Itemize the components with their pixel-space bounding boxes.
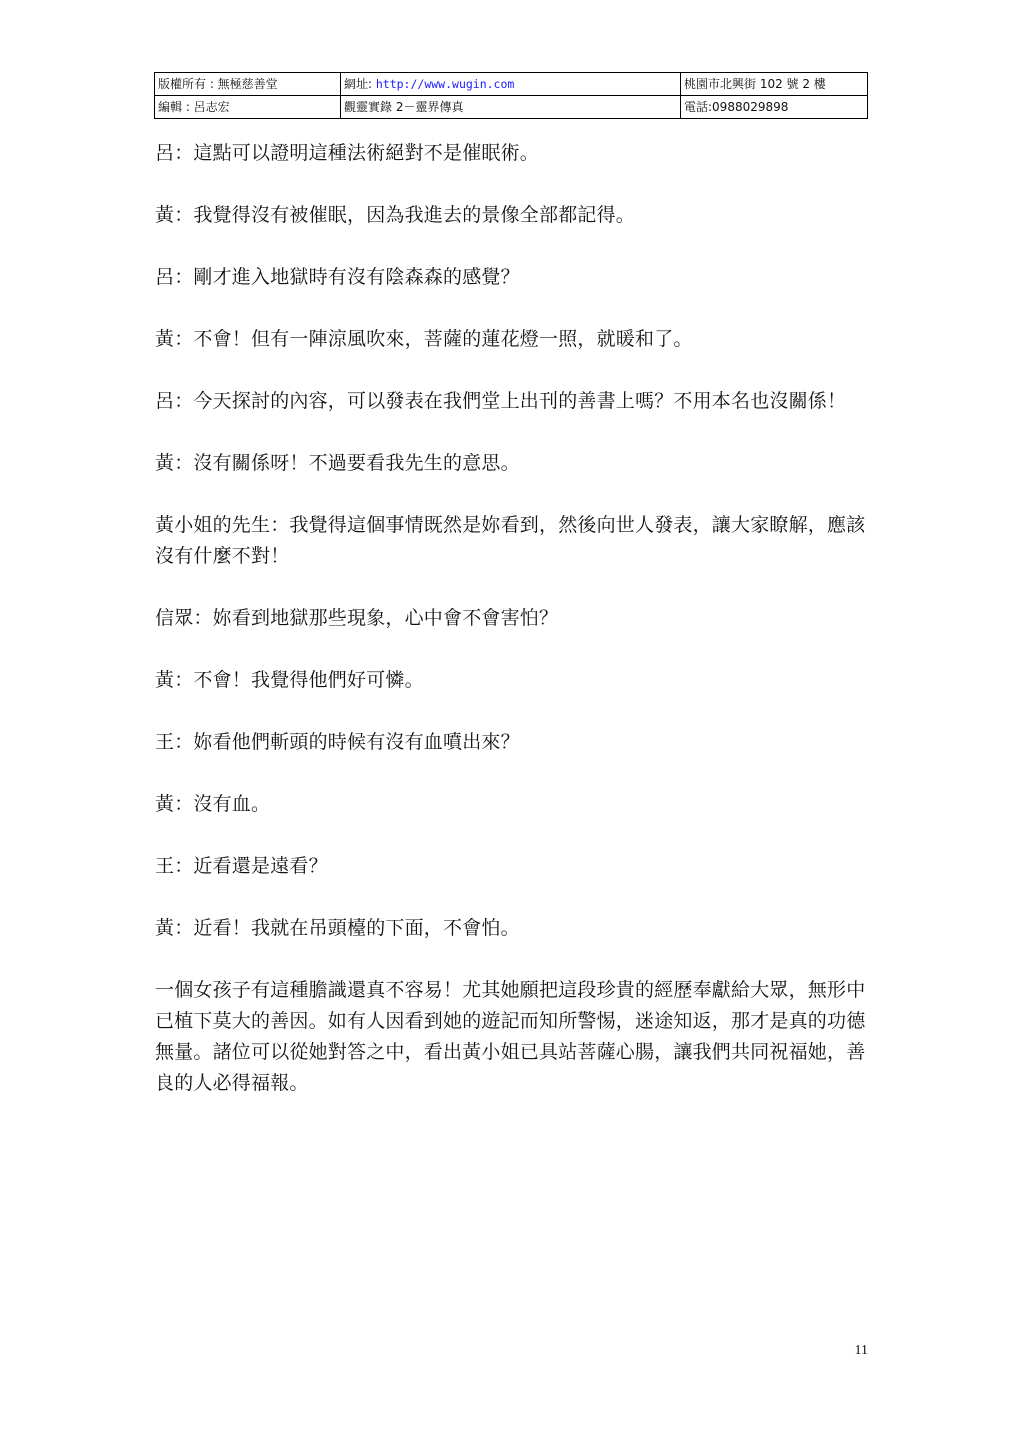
website-label: 網址: [344, 77, 376, 91]
header-table [154, 72, 868, 119]
copyright-cell: 版權所有 : 無極慈善堂 [155, 73, 341, 96]
header-row-1 [155, 73, 868, 96]
closing-paragraph: 一個女孩子有這種膽識還真不容易！尤其她願把這段珍貴的經歷奉獻給大眾，無形中已植下莫大的善因。如有人因看到她的遊記而知所警惕，迷途知返，那才是真的功德無量。諸位可以從她對答之中，看出黃小姐已具站菩薩心腸，讓我們共同祝福她，善良的人必得福報。 [155, 979, 866, 1094]
address-cell: 桃園市北興街 102 號 2 樓 [681, 73, 868, 96]
dialogue-line: 呂：剛才進入地獄時有沒有陰森森的感覺？ [155, 266, 520, 288]
dialogue-body [155, 138, 871, 1130]
dialogue-line: 黃：不會！但有一陣涼風吹來，菩薩的蓮花燈一照，就暖和了。 [155, 328, 693, 350]
book-title-cell: 觀靈實錄 2－靈界傳真 [341, 96, 681, 119]
page-number: 11 [854, 1343, 868, 1358]
dialogue-line: 黃：近看！我就在吊頭檯的下面，不會怕。 [155, 917, 520, 939]
editor-cell: 編輯 : 呂志宏 [155, 96, 341, 119]
dialogue-line: 黃：不會！我覺得他們好可憐。 [155, 669, 424, 691]
dialogue-line: 黃：沒有血。 [155, 793, 271, 815]
phone-cell: 電話:0988029898 [681, 96, 868, 119]
dialogue-line: 信眾：妳看到地獄那些現象，心中會不會害怕？ [155, 607, 559, 629]
website-cell [341, 73, 681, 96]
dialogue-line: 王：妳看他們斬頭的時候有沒有血噴出來？ [155, 731, 520, 753]
dialogue-line: 王：近看還是遠看？ [155, 855, 328, 877]
dialogue-line: 黃小姐的先生：我覺得這個事情既然是妳看到，然後向世人發表，讓大家瞭解，應該沒有什麼不對！ [155, 514, 866, 567]
dialogue-line: 呂：這點可以證明這種法術絕對不是催眠術。 [155, 142, 540, 164]
website-link[interactable]: http://www.wugin.com [375, 77, 515, 91]
dialogue-line: 呂：今天探討的內容，可以發表在我們堂上出刊的善書上嗎？不用本名也沒關係！ [155, 390, 847, 412]
header-row-2 [155, 96, 868, 119]
dialogue-line: 黃：我覺得沒有被催眠，因為我進去的景像全部都記得。 [155, 204, 636, 226]
dialogue-line: 黃：沒有關係呀！不過要看我先生的意思。 [155, 452, 520, 474]
